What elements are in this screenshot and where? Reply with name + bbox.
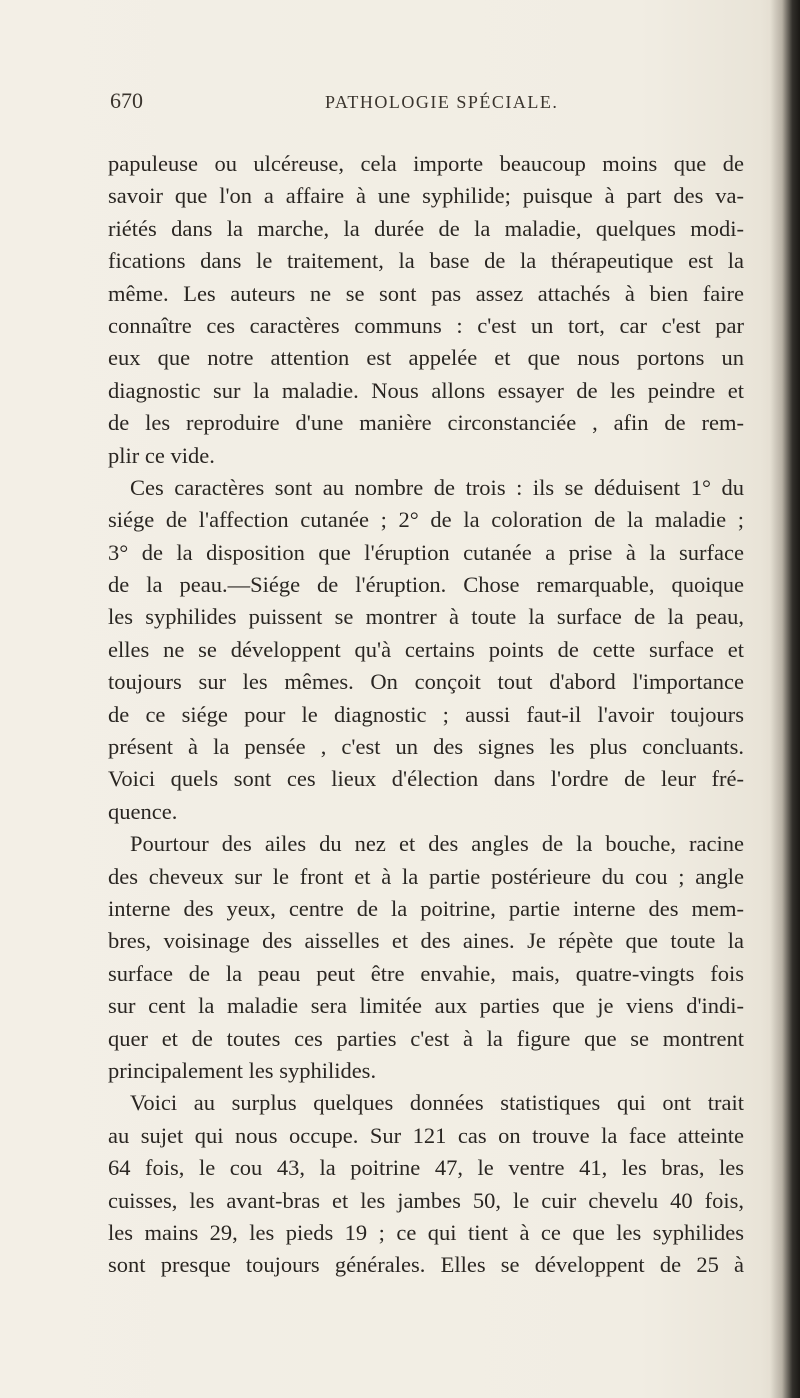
text-line: quence. xyxy=(108,798,178,824)
text-line: siége de l'affection cutanée ; 2° de la coloration de la maladie ; xyxy=(108,507,744,533)
page-number: 670 xyxy=(110,88,143,113)
text-line: sont presque toujours générales. Elles se développent de 25 à xyxy=(108,1252,744,1278)
text-line: les mains 29, les pieds 19 ; ce qui tient à ce que les syphilides xyxy=(108,1219,744,1245)
text-line: Pourtour des ailes du nez et des angles de la bouche, racine xyxy=(130,831,744,857)
text-line: connaître ces caractères communs : c'est un tort, car c'est par xyxy=(108,312,744,338)
text-line: Ces caractères sont au nombre de trois : ils se déduisent 1° du xyxy=(130,474,744,500)
text-line: Voici au surplus quelques données statistiques qui ont trait xyxy=(130,1090,744,1116)
text-line: présent à la pensée , c'est un des signes les plus concluants. xyxy=(108,734,744,760)
text-line: fications dans le traitement, la base de la thérapeutique est la xyxy=(108,248,744,274)
page-edge-shadow xyxy=(770,0,800,1398)
page-header xyxy=(110,88,740,124)
text-line: principalement les syphilides. xyxy=(108,1057,377,1083)
text-line: les syphilides puissent se montrer à toute la surface de la peau, xyxy=(108,604,744,630)
text-line: plir ce vide. xyxy=(108,442,215,468)
running-head: PATHOLOGIE SPÉCIALE. xyxy=(325,92,559,112)
text-line: sur cent la maladie sera limitée aux parties que je viens d'indi- xyxy=(108,993,744,1019)
text-line: 3° de la disposition que l'éruption cutanée a prise à la surface xyxy=(108,539,744,565)
body-text xyxy=(108,148,744,1282)
text-line: surface de la peau peut être envahie, mais, quatre-vingts fois xyxy=(108,960,744,986)
text-line: riétés dans la marche, la durée de la maladie, quelques modi- xyxy=(108,215,744,241)
text-line: 64 fois, le cou 43, la poitrine 47, le ventre 41, les bras, les xyxy=(108,1155,744,1181)
text-line: eux que notre attention est appelée et que nous portons un xyxy=(108,345,744,371)
text-line: papuleuse ou ulcéreuse, cela importe beaucoup moins que de xyxy=(108,151,744,176)
text-line: même. Les auteurs ne se sont pas assez attachés à bien faire xyxy=(108,280,744,306)
text-line: toujours sur les mêmes. On conçoit tout d'abord l'importance xyxy=(108,669,744,695)
text-line: de les reproduire d'une manière circonstanciée , afin de rem- xyxy=(108,410,744,436)
text-line: diagnostic sur la maladie. Nous allons essayer de les peindre et xyxy=(108,377,744,403)
text-line: quer et de toutes ces parties c'est à la figure que se montrent xyxy=(108,1025,744,1051)
text-line: cuisses, les avant-bras et les jambes 50, le cuir chevelu 40 fois, xyxy=(108,1187,744,1213)
text-line: elles ne se développent qu'à certains points de cette surface et xyxy=(108,636,744,662)
text-line: des cheveux sur le front et à la partie postérieure du cou ; angle xyxy=(108,863,744,889)
text-line: interne des yeux, centre de la poitrine, partie interne des mem- xyxy=(108,895,744,921)
text-line: au sujet qui nous occupe. Sur 121 cas on trouve la face atteinte xyxy=(108,1122,744,1148)
text-line: de la peau.—Siége de l'éruption. Chose remarquable, quoique xyxy=(108,572,744,598)
text-line: savoir que l'on a affaire à une syphilide; puisque à part des va- xyxy=(108,183,744,209)
text-line: de ce siége pour le diagnostic ; aussi faut-il l'avoir toujours xyxy=(108,701,744,727)
text-line: Voici quels sont ces lieux d'élection dans l'ordre de leur fré- xyxy=(108,766,744,792)
text-line: bres, voisinage des aisselles et des aines. Je répète que toute la xyxy=(108,928,744,954)
